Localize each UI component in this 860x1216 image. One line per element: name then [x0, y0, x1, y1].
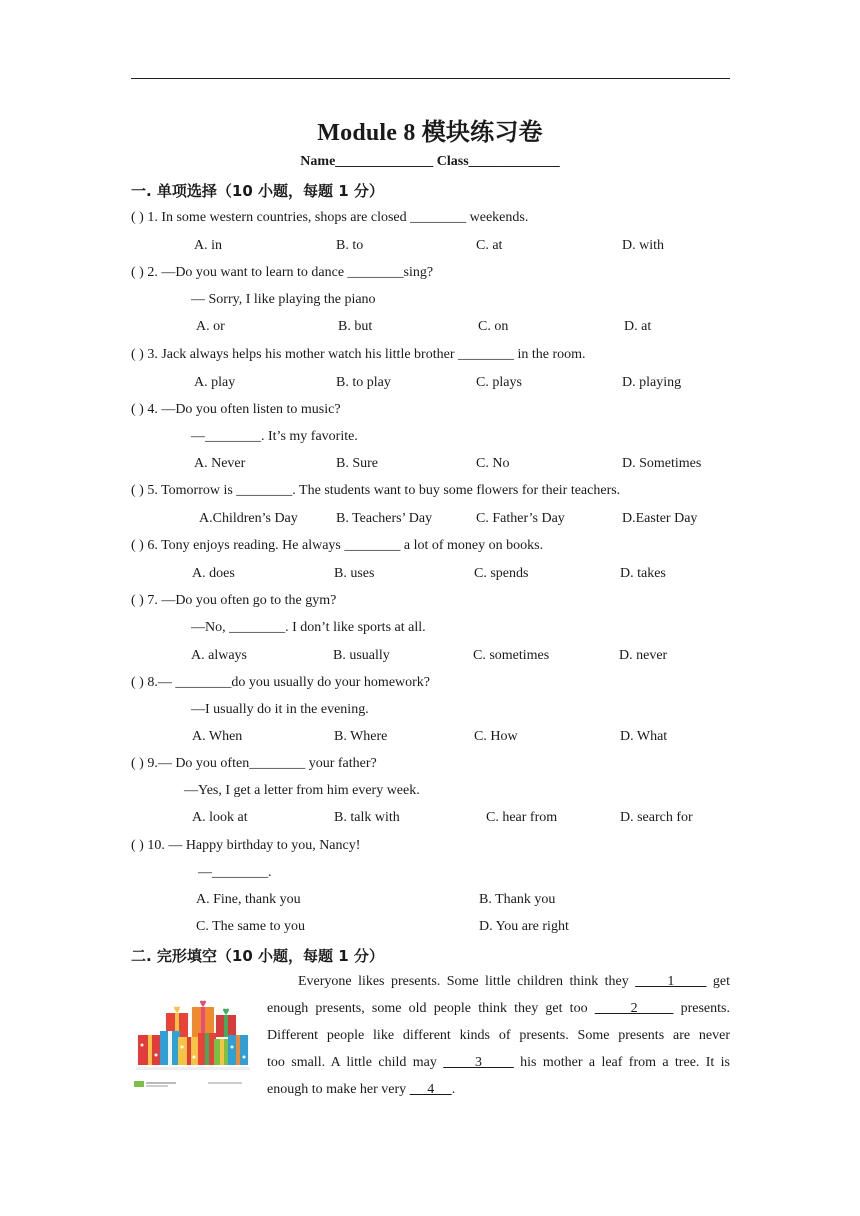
option-d: D. takes [620, 566, 666, 581]
option-c: C. No [476, 456, 510, 471]
option-c: C. sometimes [473, 648, 550, 663]
question-10-reply: —________. [198, 865, 272, 880]
option-b: B. to [336, 238, 364, 253]
question-5-stem: ( ) 5. Tomorrow is ________. The students want to buy some flowers for their teachers. [131, 483, 621, 498]
passage-text: Everyone likes presents. Some little children think they [298, 974, 636, 989]
question-8-stem: ( ) 8.— ________do you usually do your homework? [131, 675, 431, 690]
top-rule [131, 78, 730, 79]
passage-text: enough presents, some old people think they get too [267, 1001, 595, 1016]
option-a: A. Never [194, 456, 246, 471]
passage-text: presents. [673, 1001, 730, 1016]
passage-text: too small. A little child may [267, 1055, 444, 1070]
option-b: B. Thank you [479, 892, 556, 907]
option-c: C. How [474, 729, 518, 744]
option-a: A. does [192, 566, 235, 581]
option-a: A. always [191, 648, 247, 663]
option-a: A. play [194, 375, 236, 390]
option-d: D. search for [620, 810, 693, 825]
option-c: C. Father’s Day [476, 511, 565, 526]
name-class-line: Name______________ Class_____________ [300, 154, 560, 169]
question-9-reply: —Yes, I get a letter from him every week. [184, 783, 420, 798]
question-10-stem: ( ) 10. — Happy birthday to you, Nancy! [131, 838, 361, 853]
blank-4: 4 [409, 1082, 452, 1097]
option-c: C. on [478, 319, 509, 334]
option-c: C. hear from [486, 810, 558, 825]
option-a: A. look at [192, 810, 248, 825]
option-b: B. usually [333, 648, 390, 663]
option-c: C. plays [476, 375, 522, 390]
option-c: C. at [476, 238, 503, 253]
cloze-passage [267, 968, 730, 1103]
option-b: B. Sure [336, 456, 378, 471]
question-9-stem: ( ) 9.— Do you often________ your father? [131, 756, 377, 771]
option-b: B. but [338, 319, 373, 334]
question-4-reply: —________. It’s my favorite. [191, 429, 358, 444]
option-d: D. playing [622, 375, 682, 390]
blank-3: 3 [443, 1055, 514, 1070]
option-d: D. Sometimes [622, 456, 702, 471]
question-7-reply: —No, ________. I don’t like sports at all. [191, 620, 426, 635]
option-b: B. to play [336, 375, 391, 390]
passage-text: get [706, 974, 730, 989]
option-b: B. Teachers’ Day [336, 511, 433, 526]
option-c: C. The same to you [196, 919, 306, 934]
page-title: Module 8 模块练习卷 [317, 120, 543, 146]
blank-2: 2 [594, 1001, 674, 1016]
passage-text: . [451, 1082, 456, 1097]
section1-heading: 一. 单项选择（10 小题，每题 1 分） [131, 182, 384, 200]
option-b: B. uses [334, 566, 375, 581]
option-d: D. at [624, 319, 652, 334]
option-b: B. talk with [334, 810, 400, 825]
question-2-stem: ( ) 2. —Do you want to learn to dance ________sing? [131, 265, 434, 280]
passage-text: Different people like different kinds of presents. Some presents are never [267, 1028, 730, 1043]
question-8-reply: —I usually do it in the evening. [191, 702, 369, 717]
option-a: A.Children’s Day [199, 511, 298, 526]
question-6-stem: ( ) 6. Tony enjoys reading. He always ________ a lot of money on books. [131, 538, 544, 553]
option-a: A. in [194, 238, 222, 253]
passage-text: enough to make her very [267, 1082, 410, 1097]
option-d: D. What [620, 729, 668, 744]
blank-1: 1 [635, 974, 707, 989]
option-d: D. You are right [479, 919, 569, 934]
option-a: A. Fine, thank you [196, 892, 301, 907]
question-2-reply: — Sorry, I like playing the piano [191, 292, 376, 307]
option-d: D.Easter Day [622, 511, 698, 526]
question-7-stem: ( ) 7. —Do you often go to the gym? [131, 593, 337, 608]
question-4-stem: ( ) 4. —Do you often listen to music? [131, 402, 341, 417]
option-c: C. spends [474, 566, 529, 581]
option-a: A. When [192, 729, 243, 744]
option-d: D. with [622, 238, 664, 253]
question-1-stem: ( ) 1. In some western countries, shops are closed ________ weekends. [131, 210, 529, 225]
section2-heading: 二. 完形填空（10 小题，每题 1 分） [131, 947, 384, 965]
gift-boxes-picture [132, 985, 254, 1093]
option-d: D. never [619, 648, 668, 663]
question-3-stem: ( ) 3. Jack always helps his mother watch his little brother ________ in the room. [131, 347, 586, 362]
option-b: B. Where [334, 729, 388, 744]
option-a: A. or [196, 319, 225, 334]
passage-text: his mother a leaf from a tree. It is [513, 1055, 731, 1070]
